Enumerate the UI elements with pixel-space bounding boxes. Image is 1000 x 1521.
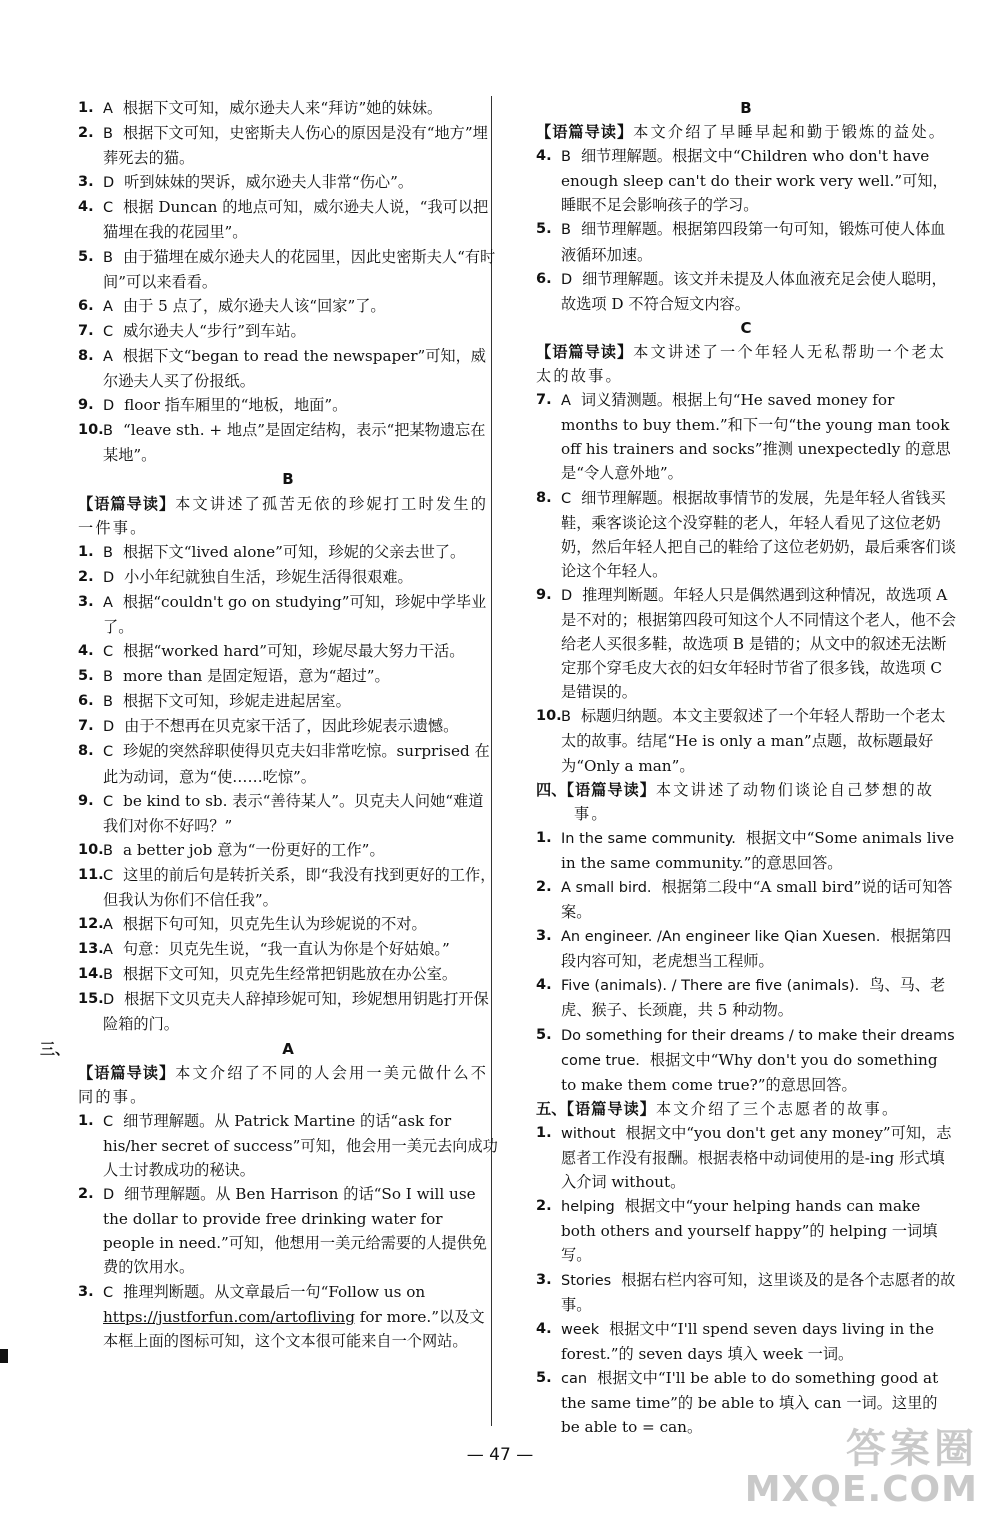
item-answer: D [103, 569, 115, 586]
item-explanation: more than 是固定短语，意为“超过”。 [122, 667, 390, 686]
answer-item [536, 1194, 956, 1267]
item-answer: B [103, 967, 113, 984]
section-b-title: B [282, 470, 294, 489]
item-explanation: 根据下文可知，史密斯夫人伤心的原因是没有“地方”埋葬死去的猫。 [103, 124, 488, 168]
item-answer: B [103, 126, 113, 143]
answer-item [78, 393, 498, 418]
item-answer: Stories [561, 1272, 612, 1289]
item-number: 5. [536, 1026, 552, 1043]
item-explanation: 根据下文贝克夫人辞掉珍妮可知，珍妮想用钥匙打开保险箱的门。 [103, 990, 489, 1034]
item-number: 9. [78, 397, 94, 414]
guide-label: 【语篇导读】 [536, 123, 634, 142]
answer-item [536, 1121, 956, 1194]
answer-item [78, 170, 498, 195]
answer-item [78, 590, 498, 639]
item-number: 4. [536, 977, 552, 994]
item-explanation-pre: 推理判断题。从文章最后一句“Follow us on [123, 1282, 426, 1301]
item-explanation-post: for more.”以及文本框上面的图标可知，这个文本很可能来自一个网站。 [103, 1307, 485, 1350]
item-explanation: 由于 5 点了，威尔逊夫人该“回家”了。 [122, 296, 386, 315]
item-number: 8. [78, 743, 94, 760]
item-answer: Five (animals). / There are five (animals). [561, 978, 860, 995]
guide-text: 本文讲述了一个年轻人无私帮助一个老太太的故事。 [536, 342, 947, 386]
item-answer: D [103, 719, 115, 736]
answer-item [78, 344, 498, 393]
answer-item [536, 1268, 956, 1317]
item-answer: A [103, 101, 113, 117]
answer-item [536, 704, 956, 777]
section-b-guide [536, 120, 956, 144]
item-explanation: 细节理解题。该文并未提及人体血液充足会使人聪明，故选项 D 不符合短文内容。 [561, 269, 947, 313]
item-explanation: 由于不想再在贝克家干活了，因此珍妮表示遗憾。 [124, 717, 459, 736]
answer-item [78, 789, 498, 838]
item-number: 3. [78, 174, 94, 191]
item-explanation: 小小年纪就独自生活，珍妮生活得很艰难。 [124, 567, 413, 586]
item-answer: C [103, 1284, 114, 1301]
answer-item [78, 319, 498, 344]
item-number: 1. [78, 100, 94, 116]
answer-item [78, 912, 498, 937]
item-answer: C [103, 744, 114, 761]
item-number: 5. [536, 221, 552, 238]
item-answer: A [103, 594, 113, 611]
item-answer: B [103, 669, 113, 686]
item-explanation: 根据下文可知，珍妮走进起居室。 [122, 692, 351, 711]
item-explanation: 根据文中“Why don't you do something to make them come true?”的意思回答。 [561, 1050, 938, 1094]
item-number: 9. [536, 586, 552, 603]
answer-item [536, 583, 956, 704]
item-answer: C [103, 323, 114, 340]
item-answer: B [103, 249, 113, 266]
item-number: 15. [78, 991, 104, 1008]
answer-item [78, 987, 498, 1036]
item-number: 9. [78, 792, 94, 809]
item-answer: B [103, 423, 113, 440]
answer-item [536, 924, 956, 973]
item-answer: B [103, 544, 113, 561]
item-number: 5. [536, 1369, 552, 1386]
item-answer: B [561, 709, 571, 726]
item-number: 4. [78, 199, 94, 216]
answer-item [536, 267, 956, 316]
item-explanation: 这里的前后句是转折关系，即“我没有找到更好的工作，但我认为你们不信任我”。 [103, 865, 496, 909]
answer-item [78, 245, 498, 294]
item-number: 7. [78, 322, 94, 339]
item-explanation: 根据下文可知，威尔逊夫人来“拜访”她的妹妹。 [122, 99, 443, 117]
item-number: 8. [78, 347, 94, 364]
item-number: 2. [536, 1198, 552, 1215]
item-explanation: 根据文中“Some animals live in the same community.”的意思回答。 [561, 828, 955, 872]
item-explanation: 细节理解题。根据故事情节的发展，先是年轻人省钱买鞋，乘客谈论这个没穿鞋的老人，年轻人看见了这位老奶奶，然后年轻人把自己的鞋给了这位老奶奶，最后乘客们谈论这个年轻人。 [561, 488, 956, 580]
item-explanation: 根据文中“your helping hands can make both others and yourself happy”的 helping 一词填写。 [561, 1197, 938, 1265]
left-column [40, 96, 498, 1353]
item-number: 6. [536, 270, 552, 287]
item-answer: C [561, 490, 572, 507]
item-explanation: 根据下文可知，贝克先生经常把钥匙放在办公室。 [122, 965, 458, 984]
item-answer: D [103, 992, 115, 1009]
item-answer: without [561, 1125, 616, 1142]
item-explanation: 标题归纳题。本文主要叙述了一个年轻人帮助一个老太太的故事。结尾“He is only a man”点题，故标题最好为“Only a man”。 [561, 707, 946, 775]
item-number: 2. [536, 879, 552, 895]
item-explanation: 珍妮的突然辞职使得贝克夫妇非常吃惊。surprised 在此为动词，意为“使……吃惊”。 [103, 742, 490, 786]
item-number: 7. [78, 718, 94, 735]
part4-guide [536, 778, 956, 826]
watermark-logo [745, 1427, 978, 1509]
item-explanation: 句意：贝克先生说，“我一直认为你是个好姑娘。” [122, 940, 450, 959]
item-answer: helping [561, 1199, 615, 1216]
answer-list-part4 [536, 826, 956, 1097]
item-number: 13. [78, 941, 104, 958]
item-answer: D [561, 271, 573, 288]
item-explanation: 听到妹妹的哭诉，威尔逊夫人非常“伤心”。 [124, 173, 414, 192]
item-answer: week [561, 1321, 600, 1338]
item-explanation: 鸟、马、老虎、猴子、长颈鹿，共 5 种动物。 [561, 976, 946, 1020]
item-number: 3. [78, 1283, 94, 1300]
item-number: 14. [78, 966, 104, 983]
watermark-domain: MXQE.COM [744, 1469, 978, 1510]
item-explanation: 根据“couldn't go on studying”可知，珍妮中学毕业了。 [103, 592, 487, 636]
answer-item [78, 863, 498, 912]
item-number: 3. [536, 1271, 552, 1288]
item-explanation: be kind to sb. 表示“善待某人”。贝克夫人问她“难道我们对你不好吗？” [103, 791, 484, 835]
guide-text: 本文讲述了孤苦无依的珍妮打工时发生的一件事。 [78, 494, 489, 537]
item-answer: D [103, 398, 115, 415]
answer-item [78, 1280, 498, 1353]
item-answer: D [103, 175, 115, 192]
item-answer: C [103, 1113, 114, 1130]
item-explanation: 根据下句可知，贝克先生认为珍妮说的不对。 [122, 915, 427, 934]
website-url[interactable]: https://justforfun.com/artofliving [103, 1307, 355, 1326]
answer-item [536, 973, 956, 1022]
answer-list-part2b [78, 540, 498, 1037]
item-number: 1. [78, 1112, 94, 1129]
answer-item [536, 875, 956, 924]
item-number: 1. [536, 1124, 552, 1141]
item-answer: D [103, 1187, 115, 1204]
item-explanation: a better job 意为“一份更好的工作”。 [122, 840, 385, 859]
item-answer: In the same community. [561, 830, 736, 847]
answer-item [78, 540, 498, 565]
item-explanation: 根据文中“I'll be able to do something good at the same time”的 be able to 填入 can 一词。这里的 be able to = can。 [561, 1368, 939, 1437]
item-answer: B [103, 842, 113, 859]
answer-item [78, 689, 498, 714]
item-number: 7. [536, 392, 552, 409]
item-answer: A small bird. [561, 880, 652, 896]
item-answer: C [103, 644, 114, 661]
item-answer: C [103, 793, 114, 810]
item-answer: C [103, 867, 114, 884]
item-answer: A [561, 393, 571, 410]
item-answer: A [103, 298, 113, 315]
answer-item [78, 1109, 498, 1182]
item-explanation: 推理判断题。年轻人只是偶然遇到这种情况，故选项 A 是不对的；根据第四段可知这个人不同情这个老人，他不会给老人买很多鞋，故选项 B 是错的；从文中的叙述无法断定那个穿毛皮大衣的妇女年轻时节省了很多钱，故选项 C 是错误的。 [561, 585, 956, 702]
item-number: 4. [78, 643, 94, 660]
item-answer: C [103, 200, 114, 217]
answer-list-part3b [536, 144, 956, 316]
item-number: 4. [536, 1320, 552, 1337]
item-explanation: 根据文中“I'll spend seven days living in the forest.”的 seven days 填入 week 一词。 [561, 1319, 934, 1363]
answer-item [536, 388, 956, 485]
guide-text: 本文讲述了动物们谈论自己梦想的故事。 [574, 780, 935, 823]
item-explanation: 根据右栏内容可知，这里谈及的是各个志愿者的故事。 [561, 1270, 956, 1314]
part4-label: 四、 [536, 780, 567, 799]
page-number: — 47 — [466, 1445, 534, 1465]
part3-label: 三、 [40, 1039, 71, 1058]
answer-item [78, 121, 498, 170]
item-answer: can [561, 1370, 588, 1387]
item-number: 10. [78, 422, 104, 439]
answer-item [78, 1182, 498, 1279]
item-number: 11. [78, 866, 104, 883]
item-explanation: 根据第二段中“A small bird”说的话可知答案。 [561, 878, 953, 922]
section-c-guide [536, 340, 956, 388]
item-answer: B [561, 222, 571, 239]
answer-item [78, 565, 498, 590]
item-number: 3. [536, 928, 552, 945]
section-b-title: B [740, 99, 752, 117]
item-explanation: 根据第四段内容可知，老虎想当工程师。 [561, 927, 952, 971]
item-number: 10. [78, 841, 104, 858]
part5-guide [536, 1097, 956, 1121]
item-number: 4. [536, 148, 552, 165]
answer-item [78, 838, 498, 863]
item-answer: Do something for their dreams / to make their dreams come true. [561, 1027, 955, 1069]
item-answer: B [561, 149, 571, 166]
answer-item [78, 739, 498, 788]
guide-label: 【语篇导读】 [78, 1063, 176, 1082]
item-explanation: 根据 Duncan 的地点可知，威尔逊夫人说，“我可以把猫埋在我的花园里”。 [103, 198, 489, 242]
item-explanation: 根据下文“began to read the newspaper”可知，威尔逊夫人买了份报纸。 [103, 346, 486, 391]
answer-item [78, 294, 498, 319]
guide-text: 本文介绍了不同的人会用一美元做什么不同的事。 [78, 1063, 489, 1106]
item-answer: A [103, 942, 113, 959]
item-answer: A [103, 917, 113, 934]
item-number: 2. [78, 125, 94, 142]
item-number: 2. [78, 568, 94, 585]
answer-item [536, 144, 956, 217]
item-explanation: floor 指车厢里的“地板，地面”。 [124, 396, 348, 415]
item-number: 10. [536, 708, 562, 725]
item-explanation: 细节理解题。从 Patrick Martine 的话“ask for his/her secret of success”可知，他会用一美元去向成功人士讨教成功的秘诀。 [103, 1111, 498, 1180]
item-answer: D [561, 587, 573, 604]
item-answer: A [103, 348, 113, 365]
item-explanation: 词义猜测题。根据上句“He saved money for months to buy them.”和下一句“the young man took off his trainers and socks”推测 unexpectedly 的意思是“令人意外地”。 [561, 391, 951, 483]
item-number: 8. [536, 489, 552, 506]
answer-list-part2a [78, 96, 498, 467]
item-answer: B [103, 694, 113, 711]
answer-item [78, 418, 498, 467]
item-answer: An engineer. /An engineer like Qian Xuesen. [561, 929, 881, 946]
item-explanation: 由于猫埋在威尔逊夫人的花园里，因此史密斯夫人“有时间”可以来看看。 [103, 247, 496, 291]
answer-list-part5 [536, 1121, 956, 1439]
section-b-guide [78, 492, 498, 540]
item-explanation: 根据“worked hard”可知，珍妮尽最大努力干活。 [123, 642, 465, 661]
item-number: 1. [536, 829, 552, 846]
answer-item [78, 664, 498, 689]
right-column [536, 96, 956, 1439]
item-explanation: 根据文中“you don't get any money”可知，志愿者工作没有报酬。根据表格中动词使用的是-ing 形式填入介词 without。 [561, 1123, 952, 1192]
section-3a-guide [78, 1061, 498, 1109]
part5-label: 五、 [536, 1099, 567, 1118]
item-explanation: 根据下文“lived alone”可知，珍妮的父亲去世了。 [122, 542, 466, 561]
item-number: 6. [78, 297, 94, 314]
answer-list-part3c [536, 388, 956, 778]
answer-item [78, 714, 498, 739]
answer-item [536, 826, 956, 875]
item-number: 12. [78, 916, 104, 933]
guide-text: 本文介绍了早睡早起和勤于锻炼的益处。 [633, 123, 947, 142]
answer-list-part3a [78, 1109, 498, 1280]
answer-item [78, 962, 498, 987]
item-number: 5. [78, 248, 94, 265]
item-number: 6. [78, 693, 94, 710]
answer-item [78, 937, 498, 962]
item-explanation: 细节理解题。根据第四段第一句可知，锻炼可使人体血液循环加速。 [561, 220, 946, 264]
item-explanation: 细节理解题。从 Ben Harrison 的话“So I will use the dollar to provide free drinking water for people in need.”可知，他想用一美元给需要的人提供免费的饮用水。 [103, 1185, 487, 1277]
answer-item [78, 639, 498, 664]
answer-item [536, 1317, 956, 1366]
item-number: 1. [78, 543, 94, 560]
guide-label: 【语篇导读】 [536, 342, 634, 361]
guide-text: 本文介绍了三个志愿者的故事。 [655, 1099, 900, 1118]
section-3a-letter: A [282, 1039, 294, 1058]
answer-item [536, 1023, 956, 1097]
item-number: 2. [78, 1186, 94, 1203]
guide-label: 【语篇导读】 [78, 494, 176, 513]
item-explanation: 威尔逊夫人“步行”到车站。 [123, 321, 306, 340]
guide-label: 【语篇导读】 [566, 780, 656, 799]
answer-item [536, 217, 956, 266]
answer-item [78, 195, 498, 244]
item-number: 5. [78, 668, 94, 685]
section-c-title: C [740, 318, 752, 337]
item-explanation: “leave sth. + 地点”是固定结构，表示“把某物遗忘在某地”。 [103, 421, 486, 465]
section-3a-title [40, 1037, 498, 1061]
answer-item [78, 96, 498, 121]
margin-mark [0, 1349, 8, 1363]
watermark-text: 答案圈 [846, 1426, 978, 1472]
item-explanation: 细节理解题。根据文中“Children who don't have enough sleep can't do their work very well.”可知，睡眠不足会影响孩子的学习。 [561, 147, 948, 215]
answer-item [536, 486, 956, 583]
guide-label: 【语篇导读】 [566, 1099, 656, 1118]
item-number: 3. [78, 593, 94, 610]
